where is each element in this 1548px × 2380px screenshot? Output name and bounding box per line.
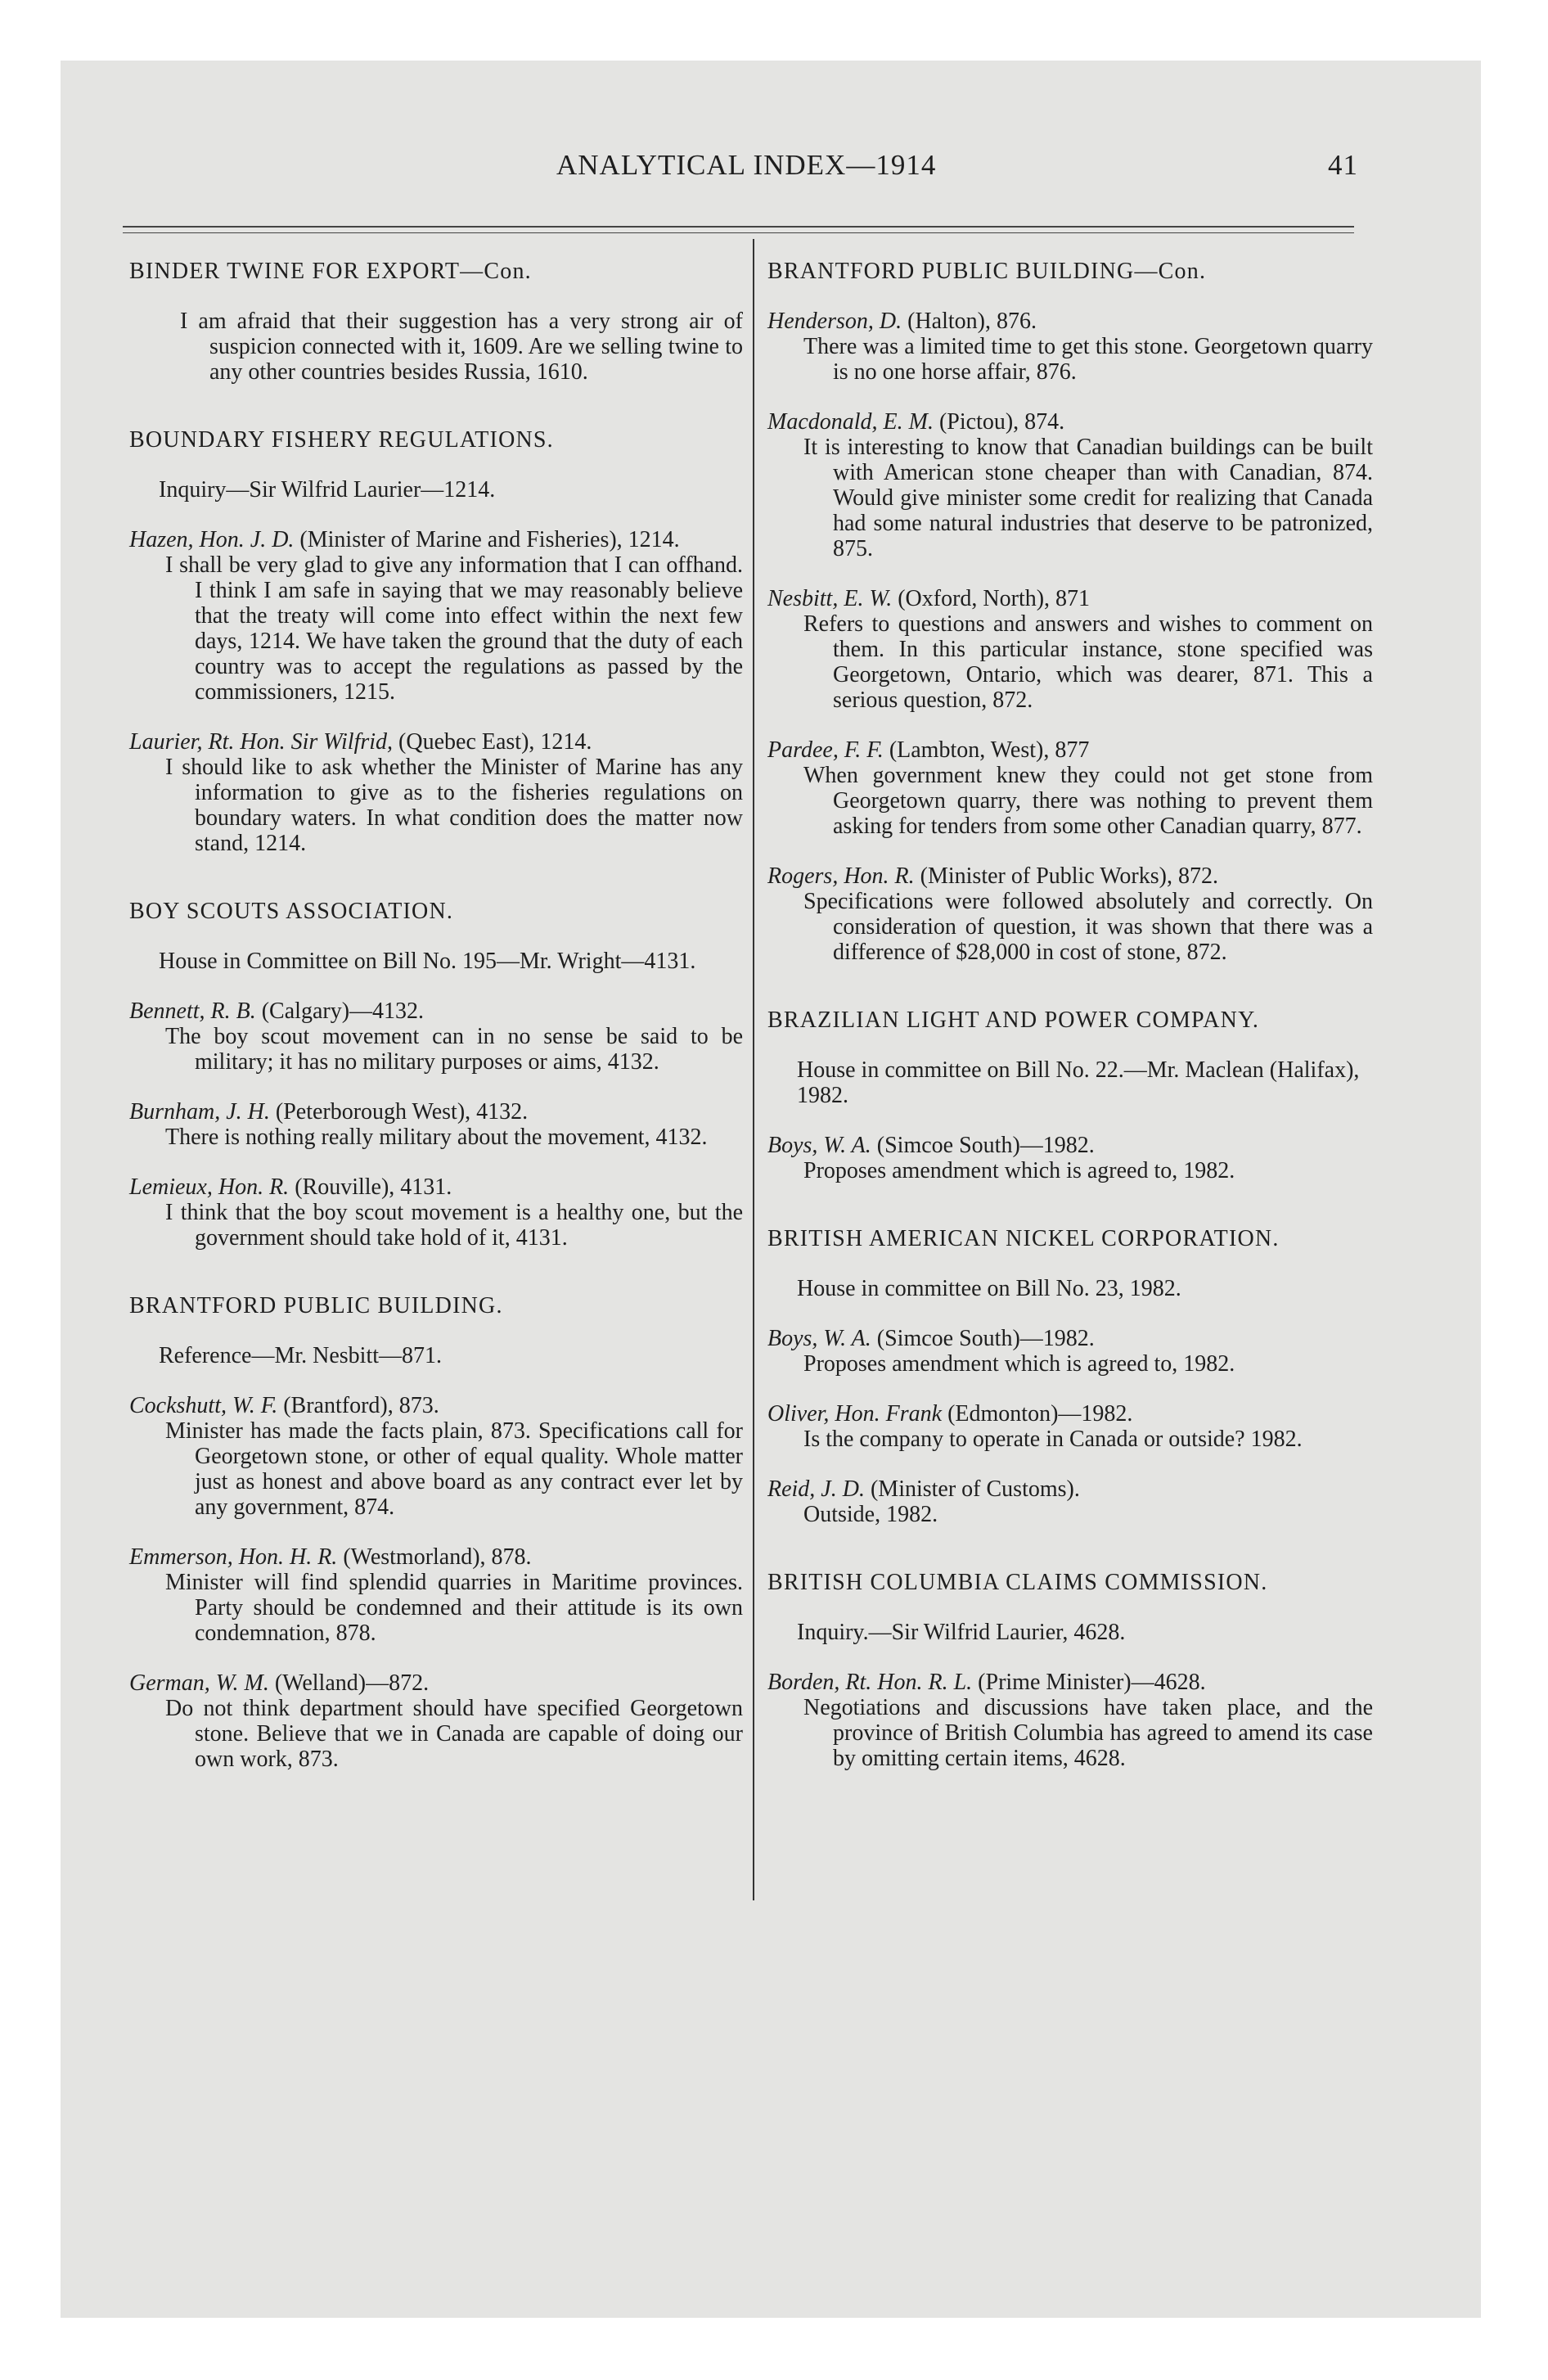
speaker-name: Laurier, Rt. Hon. Sir Wilfrid, [129, 729, 394, 755]
speaker-name: Rogers, Hon. R. [767, 863, 915, 889]
index-section [129, 259, 743, 385]
speaker-riding: (Rouville), 4131. [289, 1174, 452, 1200]
index-section [129, 899, 743, 1251]
entry-text: Refers to questions and answers and wishes to comment on them. In this particular instance, stone specified was Georgetown, Ontario, which was dearer, 871. This a serious question, 872. [803, 611, 1373, 713]
section-heading: BRANTFORD PUBLIC BUILDING—Con. [767, 259, 1207, 284]
speaker-name: Lemieux, Hon. R. [129, 1174, 290, 1200]
index-section [767, 1007, 1373, 1183]
speaker-riding: (Welland)—872. [268, 1670, 430, 1696]
speaker-riding: (Minister of Public Works), 872. [914, 863, 1218, 889]
entry-text: There is nothing really military about the movement, 4132. [165, 1125, 708, 1150]
speaker-riding: (Minister of Marine and Fisheries), 1214. [294, 527, 680, 552]
reference-line: House in committee on Bill No. 23, 1982. [797, 1276, 1181, 1301]
speaker-name: Macdonald, E. M. [767, 409, 934, 435]
speaker-line [129, 729, 743, 755]
entry-text: I am afraid that their suggestion has a very strong air of suspicion connected with it, 1609. Are we selling twine to any other countries besides Russia, 1610. [180, 309, 743, 385]
speaker-riding: (Simcoe South)—1982. [871, 1133, 1095, 1158]
speaker-name: Borden, Rt. Hon. R. L. [767, 1670, 973, 1695]
speaker-line [767, 737, 1373, 763]
entry-text: Negotiations and discussions have taken place, and the province of British Columbia has agreed to amend its case by omitting certain items, 4628. [803, 1695, 1373, 1771]
speaker-riding: (Edmonton)—1982. [942, 1401, 1133, 1427]
speaker-riding: (Pictou), 874. [933, 409, 1065, 435]
speaker-name: Burnham, J. H. [129, 1099, 270, 1125]
section-heading: BINDER TWINE FOR EXPORT—Con. [129, 259, 532, 284]
section-heading: BRITISH COLUMBIA CLAIMS COMMISSION. [767, 1570, 1268, 1595]
entry-text: The boy scout movement can in no sense be said to be military; it has no military purposes or aims, 4132. [165, 1024, 743, 1075]
speaker-riding: (Halton), 876. [902, 309, 1037, 334]
speaker-name: Henderson, D. [767, 309, 902, 334]
speaker-name: Pardee, F. F. [767, 737, 884, 763]
reference-line: House in committee on Bill No. 22.—Mr. Maclean (Halifax), 1982. [797, 1057, 1360, 1108]
speaker-line [129, 1099, 743, 1125]
index-section [767, 259, 1373, 965]
speaker-name: German, W. M. [129, 1670, 269, 1696]
speaker-line [129, 998, 743, 1024]
speaker-riding: (Prime Minister)—4628. [972, 1670, 1206, 1695]
index-section [129, 427, 743, 856]
index-section [767, 1570, 1373, 1771]
entry-text: Specifications were followed absolutely and correctly. On consideration of question, it was shown that there was a difference of $28,000 in cost of stone, 872. [803, 889, 1373, 965]
speaker-line [129, 1670, 743, 1696]
entry-text: I shall be very glad to give any information that I can offhand. I think I am safe in saying that we may reasonably believe that the treaty will come into effect within the next few days, 1214. We have taken the ground that the duty of each country was to accept the regulations as passed by the commissioners, 1215. [165, 552, 743, 705]
speaker-line [129, 1544, 743, 1570]
section-heading: BRAZILIAN LIGHT AND POWER COMPANY. [767, 1007, 1260, 1033]
speaker-riding: (Minister of Customs). [864, 1476, 1080, 1502]
speaker-riding: (Brantford), 873. [277, 1393, 439, 1418]
entry-text: When government knew they could not get stone from Georgetown quarry, there was nothing to prevent them asking for tenders from some other Canadian quarry, 877. [803, 763, 1373, 839]
page-number: 41 [1328, 149, 1358, 181]
entry-text: Is the company to operate in Canada or outside? 1982. [803, 1427, 1303, 1452]
speaker-line [767, 1401, 1373, 1427]
speaker-name: Reid, J. D. [767, 1476, 865, 1502]
header-rule-top [123, 226, 1354, 228]
index-section [767, 1226, 1373, 1527]
entry-text: It is interesting to know that Canadian buildings can be built with American stone cheaper than with Canadian, 874. Would give minister some credit for realizing that Canada had some natural industries that deserve to be patronized, 875. [803, 435, 1373, 561]
speaker-line [129, 1174, 743, 1200]
reference-line: Reference—Mr. Nesbitt—871. [159, 1343, 443, 1368]
speaker-line [767, 586, 1373, 611]
left-column [129, 259, 743, 1796]
speaker-riding: (Lambton, West), 877 [883, 737, 1090, 763]
reference-line: Inquiry.—Sir Wilfrid Laurier, 4628. [797, 1620, 1126, 1645]
reference-line: Inquiry—Sir Wilfrid Laurier—1214. [159, 477, 496, 503]
speaker-name: Emmerson, Hon. H. R. [129, 1544, 338, 1570]
entry-text: There was a limited time to get this stone. Georgetown quarry is no one horse affair, 876. [803, 334, 1373, 385]
section-heading: BRANTFORD PUBLIC BUILDING. [129, 1293, 503, 1318]
speaker-line [767, 1326, 1373, 1351]
header-title: ANALYTICAL INDEX—1914 [556, 149, 937, 181]
speaker-name: Boys, W. A. [767, 1326, 871, 1351]
speaker-name: Bennett, R. B. [129, 998, 256, 1024]
speaker-name: Boys, W. A. [767, 1133, 871, 1158]
speaker-riding: (Simcoe South)—1982. [871, 1326, 1095, 1351]
entry-text: Minister will find splendid quarries in Maritime provinces. Party should be condemned and their attitude is its own condemnation, 878. [165, 1570, 743, 1646]
reference-line: House in Committee on Bill No. 195—Mr. Wright—4131. [159, 949, 696, 974]
speaker-riding: (Calgary)—4132. [255, 998, 425, 1024]
speaker-line [129, 527, 743, 552]
speaker-line [767, 409, 1373, 435]
entry-text: Minister has made the facts plain, 873. Specifications call for Georgetown stone, or other of equal quality. Whole matter just as honest and above board as any contract ever let by any government, 874. [165, 1418, 743, 1520]
index-section [129, 1293, 743, 1772]
speaker-name: Nesbitt, E. W. [767, 586, 893, 611]
entry-text: I should like to ask whether the Minister of Marine has any information to give as to the fisheries regulations on boundary waters. In what condition does the matter now stand, 1214. [165, 755, 743, 856]
speaker-riding: (Westmorland), 878. [337, 1544, 532, 1570]
section-heading: BRITISH AMERICAN NICKEL CORPORATION. [767, 1226, 1280, 1251]
speaker-name: Hazen, Hon. J. D. [129, 527, 295, 552]
speaker-line [767, 1133, 1373, 1158]
speaker-riding: (Peterborough West), 4132. [269, 1099, 529, 1125]
speaker-line [767, 863, 1373, 889]
speaker-riding: (Quebec East), 1214. [393, 729, 592, 755]
speaker-line [129, 1393, 743, 1418]
entry-text: I think that the boy scout movement is a healthy one, but the government should take hold of it, 4131. [165, 1200, 743, 1251]
speaker-name: Oliver, Hon. Frank [767, 1401, 943, 1427]
speaker-line [767, 309, 1373, 334]
speaker-line [767, 1476, 1373, 1502]
speaker-name: Cockshutt, W. F. [129, 1393, 278, 1418]
speaker-riding: (Oxford, North), 871 [892, 586, 1091, 611]
right-column [767, 259, 1373, 1796]
header-rule-bottom [123, 232, 1354, 233]
entry-text: Do not think department should have specified Georgetown stone. Believe that we in Canada are capable of doing our own work, 873. [165, 1696, 743, 1772]
speaker-line [767, 1670, 1373, 1695]
section-heading: BOUNDARY FISHERY REGULATIONS. [129, 427, 554, 453]
entry-text: Outside, 1982. [803, 1502, 938, 1527]
entry-text: Proposes amendment which is agreed to, 1982. [803, 1351, 1235, 1377]
section-heading: BOY SCOUTS ASSOCIATION. [129, 899, 454, 924]
column-divider [753, 239, 754, 1900]
entry-text: Proposes amendment which is agreed to, 1982. [803, 1158, 1235, 1183]
